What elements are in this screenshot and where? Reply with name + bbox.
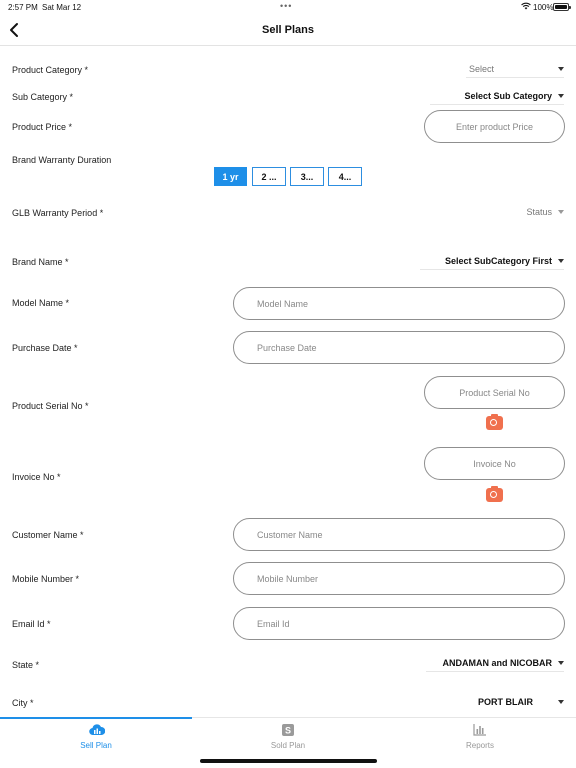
glb-warranty-label: GLB Warranty Period * <box>12 208 104 218</box>
home-indicator <box>200 759 377 763</box>
page-title: Sell Plans <box>262 24 314 36</box>
glb-warranty-value: Status <box>526 207 552 217</box>
city-value: PORT BLAIR <box>478 697 533 707</box>
customer-name-input[interactable]: Customer Name <box>233 518 565 551</box>
cloud-chart-icon <box>89 723 103 736</box>
product-category-value: Select <box>469 63 495 74</box>
multitask-dots[interactable]: ••• <box>280 1 293 11</box>
sub-category-value: Select Sub Category <box>464 90 552 101</box>
invoice-camera-icon[interactable] <box>486 488 503 502</box>
serial-camera-icon[interactable] <box>486 416 503 430</box>
invoice-no-label: Invoice No * <box>12 472 61 482</box>
serial-no-input[interactable]: Product Serial No <box>424 376 565 409</box>
status-date: Sat Mar 12 <box>42 3 82 12</box>
email-label: Email Id * <box>12 619 51 629</box>
tab-sold-plan[interactable] <box>192 718 384 758</box>
brand-name-label: Brand Name * <box>12 257 69 267</box>
mobile-number-label: Mobile Number * <box>12 574 80 584</box>
state-value: ANDAMAN and NICOBAR <box>442 657 552 668</box>
glb-warranty-dropdown[interactable] <box>500 205 564 221</box>
mobile-number-input[interactable]: Mobile Number <box>233 562 565 595</box>
svg-text:S: S <box>284 725 292 736</box>
purchase-date-label: Purchase Date * <box>12 343 78 353</box>
battery-icon <box>553 3 569 11</box>
nav-bar <box>0 14 576 46</box>
tab-reports[interactable] <box>384 718 576 758</box>
chevron-down-icon <box>558 700 564 704</box>
status-time: 2:57 PM <box>8 3 38 12</box>
purchase-date-input[interactable]: Purchase Date <box>233 331 565 364</box>
state-dropdown[interactable] <box>426 656 564 672</box>
bar-chart-icon <box>473 723 487 736</box>
city-dropdown[interactable] <box>460 695 564 711</box>
tab-reports-label: Reports <box>465 741 494 750</box>
state-label: State * <box>12 660 40 670</box>
sub-category-label: Sub Category * <box>12 92 74 102</box>
dollar-doc-icon <box>281 723 295 736</box>
serial-no-label: Product Serial No * <box>12 401 89 411</box>
brand-name-value: Select SubCategory First <box>444 255 552 266</box>
invoice-no-input[interactable]: Invoice No <box>424 447 565 480</box>
warranty-option-3[interactable]: 3... <box>290 167 324 186</box>
status-bar <box>0 0 576 14</box>
chevron-down-icon <box>558 259 564 263</box>
model-name-label: Model Name * <box>12 298 70 308</box>
tab-sell-plan-label: Sell Plan <box>80 741 112 750</box>
sub-category-dropdown[interactable] <box>430 89 564 105</box>
battery-percent: 100% <box>533 3 554 12</box>
customer-name-label: Customer Name * <box>12 530 84 540</box>
chevron-down-icon <box>558 210 564 214</box>
wifi-icon <box>521 2 531 12</box>
brand-warranty-label: Brand Warranty Duration <box>12 155 112 165</box>
chevron-down-icon <box>558 661 564 665</box>
chevron-down-icon <box>558 67 564 71</box>
product-category-dropdown[interactable] <box>466 62 564 78</box>
tab-sold-plan-label: Sold Plan <box>270 741 306 750</box>
city-label: City * <box>12 698 34 708</box>
email-input[interactable]: Email Id <box>233 607 565 640</box>
brand-name-dropdown[interactable] <box>420 254 564 270</box>
warranty-option-4[interactable]: 4... <box>328 167 362 186</box>
warranty-option-1[interactable]: 1 yr <box>214 167 247 186</box>
warranty-option-2[interactable]: 2 ... <box>252 167 286 186</box>
product-price-input[interactable]: Enter product Price <box>424 110 565 143</box>
product-category-label: Product Category * <box>12 65 89 75</box>
model-name-input[interactable]: Model Name <box>233 287 565 320</box>
tab-sell-plan[interactable] <box>0 718 192 758</box>
product-price-label: Product Price * <box>12 122 73 132</box>
chevron-down-icon <box>558 94 564 98</box>
